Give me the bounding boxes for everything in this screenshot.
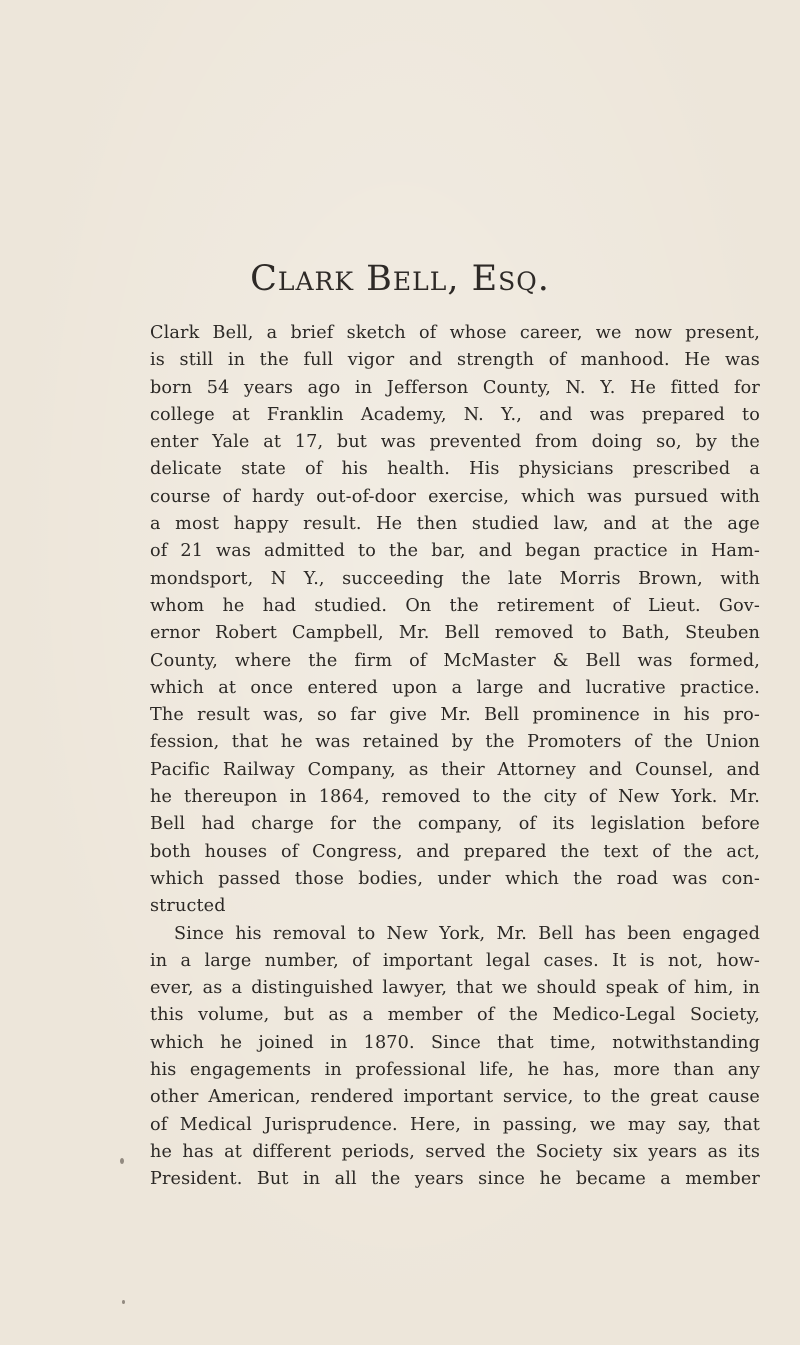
text-line: course of hardy out-of-door exercise, which was pursued with bbox=[150, 486, 760, 507]
text-line: born 54 years ago in Jefferson County, N. Y. He fitted for bbox=[150, 377, 760, 398]
text-line: this volume, but as a member of the Medico-Legal Society, bbox=[150, 1005, 760, 1026]
text-line: he has at different periods, served the Society six years as its bbox=[150, 1141, 760, 1162]
text-line: The result was, so far give Mr. Bell prominence in his pro- bbox=[150, 705, 760, 726]
text-line: his engagements in professional life, he has, more than any bbox=[150, 1060, 760, 1081]
text-line: enter Yale at 17, but was prevented from doing so, by the bbox=[150, 432, 760, 453]
text-line: ernor Robert Campbell, Mr. Bell removed to Bath, Steuben bbox=[150, 623, 760, 644]
text-line: he thereupon in 1864, removed to the city of New York. Mr. bbox=[150, 787, 760, 808]
ink-speck bbox=[122, 1300, 125, 1304]
text-line: Pacific Railway Company, as their Attorney and Counsel, and bbox=[150, 759, 760, 780]
text-line: Bell had charge for the company, of its legislation before bbox=[150, 814, 760, 835]
text-line: mondsport, N Y., succeeding the late Morris Brown, with bbox=[150, 568, 760, 589]
text-line: President. But in all the years since he became a member bbox=[150, 1169, 760, 1190]
text-line: whom he had studied. On the retirement of Lieut. Gov- bbox=[150, 595, 760, 616]
biography-text bbox=[150, 320, 760, 1194]
text-line: in a large number, of important legal cases. It is not, how- bbox=[150, 950, 760, 971]
text-line: ever, as a distinguished lawyer, that we should speak of him, in bbox=[150, 978, 760, 999]
text-line: which at once entered upon a large and lucrative practice. bbox=[150, 677, 760, 698]
ink-speck bbox=[120, 1158, 124, 1164]
text-line: structed bbox=[150, 896, 226, 917]
text-line: which he joined in 1870. Since that time, notwithstanding bbox=[150, 1032, 760, 1053]
text-line: is still in the full vigor and strength of manhood. He was bbox=[150, 350, 760, 371]
text-line: fession, that he was retained by the Promoters of the Union bbox=[150, 732, 760, 753]
page-title: Clark Bell, Esq. bbox=[250, 259, 550, 299]
text-line: of 21 was admitted to the bar, and began practice in Ham- bbox=[150, 541, 760, 562]
text-line: of Medical Jurisprudence. Here, in passing, we may say, that bbox=[150, 1114, 760, 1135]
text-line: college at Franklin Academy, N. Y., and was prepared to bbox=[150, 404, 760, 425]
text-line: delicate state of his health. His physicians prescribed a bbox=[150, 459, 760, 480]
text-line: County, where the firm of McMaster & Bell was formed, bbox=[150, 650, 760, 671]
text-line: both houses of Congress, and prepared the text of the act, bbox=[150, 841, 760, 862]
text-line: Since his removal to New York, Mr. Bell has been engaged bbox=[174, 923, 760, 944]
text-line: which passed those bodies, under which the road was con- bbox=[150, 868, 760, 889]
text-line: Clark Bell, a brief sketch of whose career, we now present, bbox=[150, 323, 760, 343]
text-line: other American, rendered important service, to the great cause bbox=[150, 1087, 760, 1108]
text-line: a most happy result. He then studied law, and at the age bbox=[150, 514, 760, 535]
